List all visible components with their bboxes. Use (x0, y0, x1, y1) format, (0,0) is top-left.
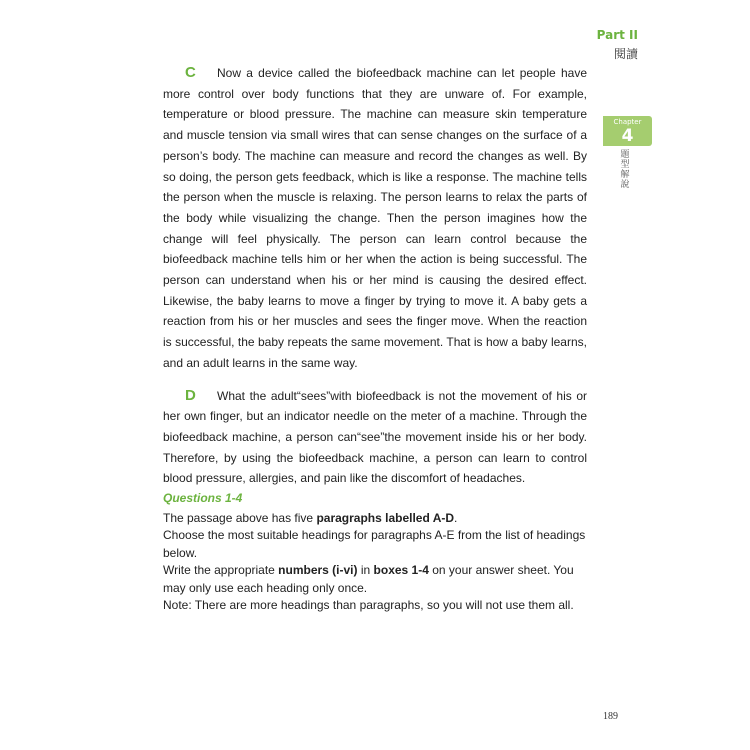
instruction-bold: boxes 1-4 (373, 563, 429, 578)
chapter-tab (603, 116, 652, 146)
instruction-text: The passage above has five (163, 511, 317, 525)
paragraph-d-text: What the adult“sees”with biofeedback is not the movement of his or her own finger, but an indicator needle on the meter of a machine. Through the biofeedback machine, a person can“see”the movement inside his or her body. Therefore, by using the biofeedback machine, a person can learn to control blood pressure, allergies, and pain like the discomfort of headaches. (163, 388, 587, 486)
part-header (597, 28, 638, 62)
questions-heading: Questions 1-4 (163, 491, 243, 505)
instruction-text: . (454, 511, 458, 525)
paragraph-c-text: Now a device called the biofeedback machine can let people have more control over body functions that they are unware of. For example, temperature or blood pressure. The machine can measure skin temperature and muscle tension via small wires that can sense changes on the surface of a person’s body. The machine can measure and record the changes as well. By so doing, the person gets feedback, which is like a response. The machine tells the person when the muscle is relaxing. The person learns to relax the parts of the body while visualizing the change. Then the person imagines how the change will feel physically. The person can learn control because the biofeedback machine tells him or her when the action is being successful. The person can understand when his or her mind is causing the desired effect. Likewise, the baby learns to move a finger by trying to move it. A baby gets a reaction from his or her muscles and sees the finger move. When the reaction is successful, the baby repeats the same movement. That is how a baby learns, and an adult learns in the same way. (163, 66, 587, 370)
instruction-line-4: Note: There are more headings than paragraphs, so you will not use them all. (163, 598, 574, 613)
part-subtitle: 閱讀 (613, 47, 638, 61)
chapter-number: 4 (621, 126, 634, 146)
instruction-line-2: Choose the most suitable headings for paragraphs A-E from the list of headings below. (163, 528, 586, 560)
instruction-text: Write the appropriate (163, 563, 279, 578)
instruction-text: on your answer sheet. You may only use each heading only once. (163, 563, 574, 595)
chapter-word: Chapter (613, 118, 642, 126)
instruction-bold: numbers (i-vi) (278, 563, 358, 578)
chapter-vertical-title: 題型解說 (620, 150, 630, 190)
instruction-line-1 (163, 510, 587, 527)
questions-section (163, 491, 587, 614)
page-number: 189 (603, 711, 618, 722)
part-label: Part II (596, 28, 638, 42)
instruction-line-3 (163, 562, 587, 597)
paragraph-c (163, 63, 587, 374)
paragraph-d (163, 386, 587, 490)
paragraph-letter-d: D (185, 386, 196, 404)
instruction-bold: paragraphs labelled A-D (316, 511, 455, 525)
passage (163, 63, 587, 489)
paragraph-letter-c: C (185, 64, 196, 81)
instruction-text: in (357, 563, 374, 578)
